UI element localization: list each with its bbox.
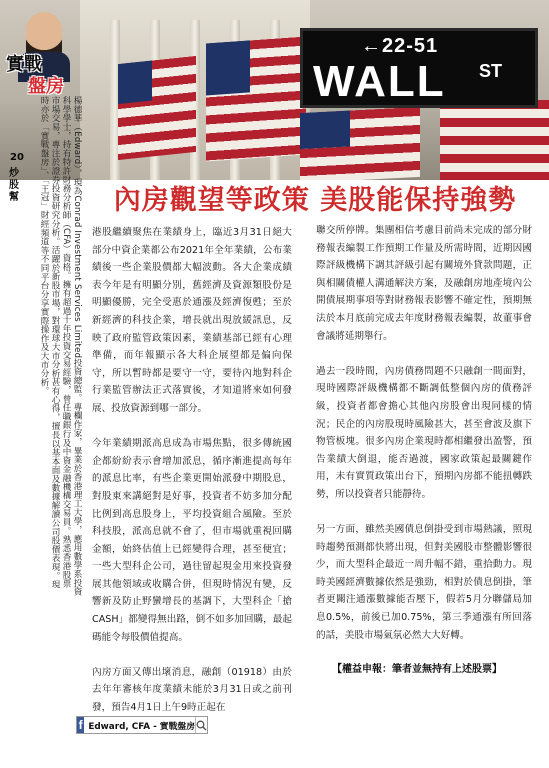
sign-street-number: ←22-51 (361, 35, 439, 57)
page-number: 20 (10, 152, 24, 163)
header-photo (0, 0, 549, 180)
section-tag: 炒股幫 (9, 168, 19, 203)
article-left-column (92, 224, 292, 734)
column-logo (6, 12, 72, 98)
search-icon (195, 717, 207, 733)
facebook-page-link[interactable] (76, 716, 208, 734)
author-bio: 楊德華（Edward），現為Conrad Investment Services Limited投資總監。專欄作家，畢業於香港理工大學，應用數學系投資科學學士，持有特許財務分析師（CFA）資格。擁有超過十年投資交易經驗，曾任職銀行及中資金融機構交易員。熟悉香港股票市場交易，專注於證券投資研究分析。活躍於新股市場，對環球大市分析甚有心得，擅長以基本面及數據解讀公司股價表現。現時亦於「實戰盤房」、「王冠」財經頻道等不同平台分享實際操作及大市分析。 (39, 96, 82, 596)
us-flag (118, 56, 196, 160)
sign-main-text: WALL (313, 57, 446, 106)
us-flag (206, 37, 306, 162)
article-paragraph: 聯交所停牌。集團相信考慮目前尚未完成的部分財務報表編製工作預期工作量及所需時間，近期因國際評級機構下調其評級引起有關境外貸款問題，正與相關債權人溝通解決方案，及融創房地產境內公開債展期事項等對財務報表影響不確定性，預期無法於本月底前完成去年度財務報表編製，故董事會會議將延期舉行。 (316, 225, 532, 342)
article-paragraph: 今年業績期派高息成為市場焦點，很多傳統國企都紛紛表示會增加派息，循序漸進提高每年的派息比率，有些企業更開始派發中期股息，對股東來講絕對是好事，投資者不妨多加分配比例到高息股身上，平均投資組合風險。至於科技股，派高息就不會了，但市場就重視回購金額，始終估值上已經變得合理，甚至便宜；一些大型科企公司，過往留起現金用來投資發展其他領域或收購合併，但現時情況有變，反響新及防止野蠻增長的基調下，大型科企「搶CASH」都變得無出路，倒不如多加回購，最起碼能令每股價值提高。 (92, 438, 292, 643)
us-flag (440, 100, 549, 180)
column-name-line1: 實戰 (6, 54, 42, 75)
article-title: 內房觀望等政策 美股能保持強勢 (113, 185, 517, 216)
article-paragraph: 過去一段時間，內房債務問題不只融創一間面對，現時國際評級機構都不斷調低整個內房的債務評級，投資者都會擔心其他內房股會出現同樣的情況；民企的內房股現時風險甚大，甚至會波及旗下物管板塊。很多內房企業現時都相繼發出盈警，預告業績大倒退，能否過渡，國家政策起最關鍵作用，未有實質政策出台下，預期內房都不能扭轉跌勢，所以投資者只能靜待。 (316, 365, 532, 500)
disclosure-note: 【權益申報：筆者並無持有上述股票】 (332, 664, 502, 675)
column-name-line2: 盤房 (28, 76, 64, 97)
facebook-icon: f (78, 718, 83, 732)
wall-street-sign (300, 28, 538, 108)
article-paragraph: 另一方面，雖然美國債息倒掛受到市場熱議，照現時趨勢預測都快將出現，但對美國股市整體影響很少，而大型科企最近一周升幅不錯，重拾動力。現時美國經濟數據依然是強勁，相對於債息倒掛，筆者更關注通漲數據能否壓下，假若5月分聯儲局加息0.5%，前後已加0.75%，第三季通漲有所回落的話，美股市場氣氛必然大大好轉。 (316, 524, 532, 641)
us-flag (300, 107, 420, 180)
article-paragraph: 港股繼續聚焦在業績身上，臨近3月31日絕大部分中資企業都公布2021年全年業績，公布業績後一些企業股價都大幅波動。各大企業成績表今年是有明顯分別，舊經濟及資源類股份是明顯優勝，完全受惠於通漲及經濟復甦；至於新經濟的科技企業，增長就出現放緩訊息，反映了政府監管政策因素，業績基部已經有心理準備，而年報顯示各大科企展望都是偏向保守，所以暫時都是要守一守，要待內地對科企行業監管辦法正式落實後，才知道將來如何發展、投放資源到哪一部分。 (92, 227, 292, 414)
facebook-page-name: Edward, CFA - 實戰盤房 (88, 721, 195, 732)
article-right-column (316, 222, 532, 662)
sign-suffix: ST (479, 61, 503, 81)
article-paragraph: 內房方面又傳出壞消息，融創（01918）由於去年年審核年度業績未能於3月31日或之前刊發，預告4月1日上午9時正起在 (92, 666, 292, 714)
arrow-left-icon: ← (361, 35, 382, 57)
